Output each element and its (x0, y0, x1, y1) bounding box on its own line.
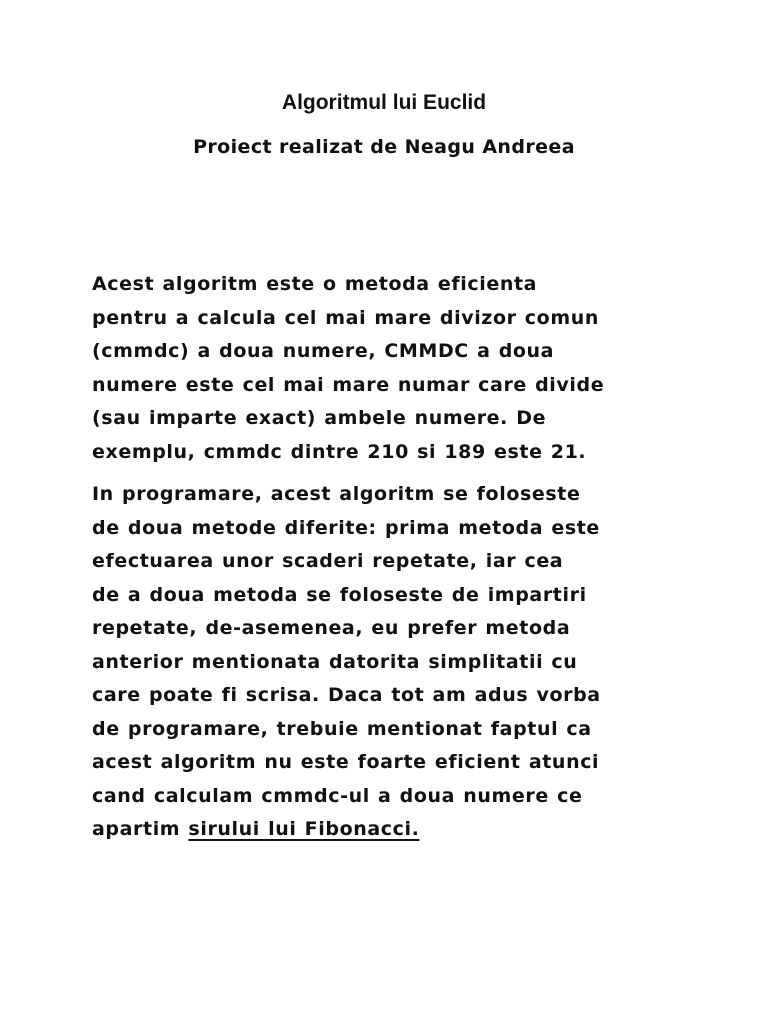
text-line-prefix: apartim (92, 818, 189, 840)
text-line: (sau imparte exact) ambele numere. De (92, 407, 547, 429)
paragraph-programming (92, 478, 692, 847)
text-line: numere este cel mai mare numar care divide (92, 373, 605, 396)
text-line: (cmmdc) a doua numere, CMMDC a doua (92, 340, 555, 362)
text-line: In programare, acest algoritm se foloseste (92, 483, 581, 505)
text-line: care poate fi scrisa. Daca tot am adus vorba (92, 684, 601, 706)
text-line: Acest algoritm este o metoda eficienta (92, 273, 538, 295)
text-line: pentru a calcula cel mai mare divizor comun (92, 306, 599, 329)
text-line: repetate, de-asemenea, eu prefer metoda (92, 617, 571, 639)
document-subtitle: Proiect realizat de Neagu Andreea (193, 136, 575, 158)
text-line: acest algoritm nu este foarte eficient atunci (92, 751, 600, 773)
document-title: Algoritmul lui Euclid (281, 91, 487, 114)
text-line: anterior mentionata datorita simplitatii cu (92, 650, 578, 673)
text-line: cand calculam cmmdc-ul a doua numere ce (92, 784, 583, 807)
text-line: de programare, trebuie mentionat faptul ca (92, 717, 592, 740)
paragraph-intro (92, 268, 692, 469)
text-line: exemplu, cmmdc dintre 210 si 189 este 21. (92, 440, 587, 463)
text-line: de doua metode diferite: prima metoda este (92, 516, 600, 539)
text-line: de a doua metoda se foloseste de impartiri (92, 583, 587, 606)
fibonacci-link[interactable]: sirului lui Fibonacci. (188, 818, 420, 840)
text-line: efectuarea unor scaderi repetate, iar cea (92, 550, 564, 572)
text-line-last (92, 813, 692, 847)
